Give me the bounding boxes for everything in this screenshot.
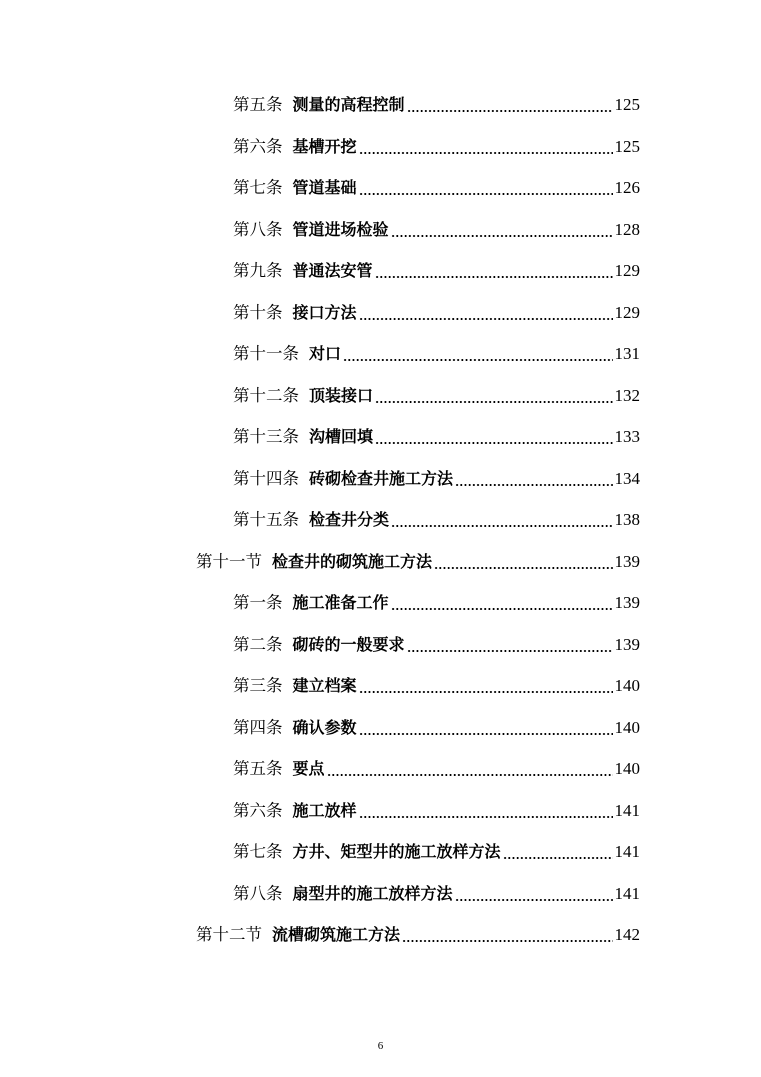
toc-entry[interactable] [233, 630, 640, 660]
toc-entry-number: 第二条 [233, 634, 283, 654]
dot-leader [327, 774, 613, 776]
dot-leader [359, 816, 613, 818]
toc-entry-title: 对口 [309, 344, 342, 363]
toc-entry-number: 第七条 [233, 178, 283, 197]
toc-entry-page: 140 [614, 717, 640, 737]
toc-entry-title: 检查井的砌筑施工方法 [272, 551, 433, 571]
toc-entry[interactable] [233, 381, 640, 411]
toc-entry[interactable] [233, 464, 640, 494]
toc-entry-number: 第十四条 [233, 468, 299, 488]
toc-entry-number: 第六条 [233, 136, 283, 156]
dot-leader [375, 442, 612, 444]
dot-leader [359, 691, 613, 693]
toc-entry-page: 126 [614, 178, 640, 197]
dot-leader [434, 567, 612, 569]
toc-entry-title: 普通法安管 [292, 261, 373, 280]
toc-entry-page: 140 [614, 759, 640, 778]
dot-leader [503, 857, 613, 859]
toc-section-entry[interactable] [196, 547, 640, 577]
toc-entry[interactable] [233, 879, 640, 909]
toc-entry-title: 管道基础 [292, 178, 357, 197]
dot-leader [391, 235, 613, 237]
toc-entry-page: 132 [614, 385, 640, 405]
toc-entry-title: 要点 [292, 759, 325, 778]
toc-entry-page: 141 [614, 883, 640, 903]
toc-entry-title: 接口方法 [292, 302, 357, 322]
toc-entry-page: 134 [614, 468, 640, 488]
toc-entry-page: 133 [614, 427, 640, 446]
toc-entry[interactable] [233, 588, 640, 618]
toc-entry-page: 139 [614, 551, 640, 571]
toc-entry-page: 140 [614, 676, 640, 695]
toc-entry-page: 142 [614, 925, 640, 944]
toc-entry-title: 方井、矩型井的施工放样方法 [292, 842, 501, 861]
toc-entry-number: 第五条 [233, 759, 283, 778]
toc-entry-page: 141 [614, 842, 640, 861]
dot-leader [359, 152, 613, 154]
toc-entry-number: 第一条 [233, 593, 283, 612]
toc-entry[interactable] [233, 256, 640, 286]
toc-entry-title: 确认参数 [292, 717, 357, 737]
toc-entry-page: 139 [614, 593, 640, 612]
toc-entry-number: 第六条 [233, 800, 283, 820]
toc-entry-title: 扇型井的施工放样方法 [292, 883, 453, 903]
toc-entry[interactable] [233, 422, 640, 452]
toc-entry-title: 管道进场检验 [292, 219, 389, 239]
toc-entry-number: 第十五条 [233, 510, 299, 529]
dot-leader [391, 608, 613, 610]
dot-leader [455, 484, 612, 486]
toc-entry-number: 第五条 [233, 95, 283, 114]
toc-entry-title: 建立档案 [292, 676, 357, 695]
toc-entry-number: 第十三条 [233, 427, 299, 446]
dot-leader [343, 359, 612, 361]
toc-entry-page: 131 [614, 344, 640, 363]
toc-entry-page: 129 [614, 302, 640, 322]
dot-leader [359, 193, 613, 195]
dot-leader [375, 401, 612, 403]
toc-entry-number: 第十二条 [233, 385, 299, 405]
toc-entry[interactable] [233, 90, 640, 120]
toc-section-entry[interactable] [196, 920, 640, 950]
toc-entry-number: 第九条 [233, 261, 283, 280]
toc-entry-number: 第三条 [233, 676, 283, 695]
dot-leader [402, 940, 612, 942]
toc-entry[interactable] [233, 837, 640, 867]
toc-entry-page: 128 [614, 219, 640, 239]
toc-entry-page: 138 [614, 510, 640, 529]
toc-entry-title: 砌砖的一般要求 [292, 634, 405, 654]
toc-entry-title: 顶装接口 [309, 385, 374, 405]
dot-leader [407, 650, 613, 652]
toc-entry[interactable] [233, 505, 640, 535]
toc-entry-title: 流槽砌筑施工方法 [272, 925, 401, 944]
toc-entry[interactable] [233, 713, 640, 743]
toc-entry[interactable] [233, 754, 640, 784]
dot-leader [391, 525, 612, 527]
toc-entry-page: 129 [614, 261, 640, 280]
dot-leader [455, 899, 613, 901]
toc-entry-number: 第十条 [233, 302, 283, 322]
toc-entry-title: 施工准备工作 [292, 593, 389, 612]
toc-entry-page: 125 [614, 136, 640, 156]
page-number: 6 [377, 1040, 384, 1052]
toc-entry-page: 139 [614, 634, 640, 654]
toc-entry[interactable] [233, 796, 640, 826]
dot-leader [359, 318, 613, 320]
toc-entry-title: 施工放样 [292, 800, 357, 820]
toc-entry-title: 测量的高程控制 [292, 95, 405, 114]
toc-entry-number: 第七条 [233, 842, 283, 861]
toc-entry-number: 第八条 [233, 219, 283, 239]
toc-entry-number: 第八条 [233, 883, 283, 903]
toc-entry-page: 141 [614, 800, 640, 820]
dot-leader [359, 733, 613, 735]
toc-entry[interactable] [233, 671, 640, 701]
dot-leader [407, 110, 613, 112]
dot-leader [375, 276, 613, 278]
toc-entry[interactable] [233, 339, 640, 369]
toc-entry-title: 砖砌检查井施工方法 [309, 468, 454, 488]
toc-entry[interactable] [233, 132, 640, 162]
toc-entry-page: 125 [614, 95, 640, 114]
toc-entry[interactable] [233, 173, 640, 203]
toc-entry-title: 检查井分类 [309, 510, 390, 529]
toc-entry-title: 沟槽回填 [309, 427, 374, 446]
toc-entry[interactable] [233, 298, 640, 328]
toc-entry-number: 第十一节 [196, 551, 262, 571]
toc-entry-number: 第十二节 [196, 925, 262, 944]
toc-entry-title: 基槽开挖 [292, 136, 357, 156]
toc-entry-number: 第十一条 [233, 344, 299, 363]
toc-entry[interactable] [233, 215, 640, 245]
toc-entry-number: 第四条 [233, 717, 283, 737]
